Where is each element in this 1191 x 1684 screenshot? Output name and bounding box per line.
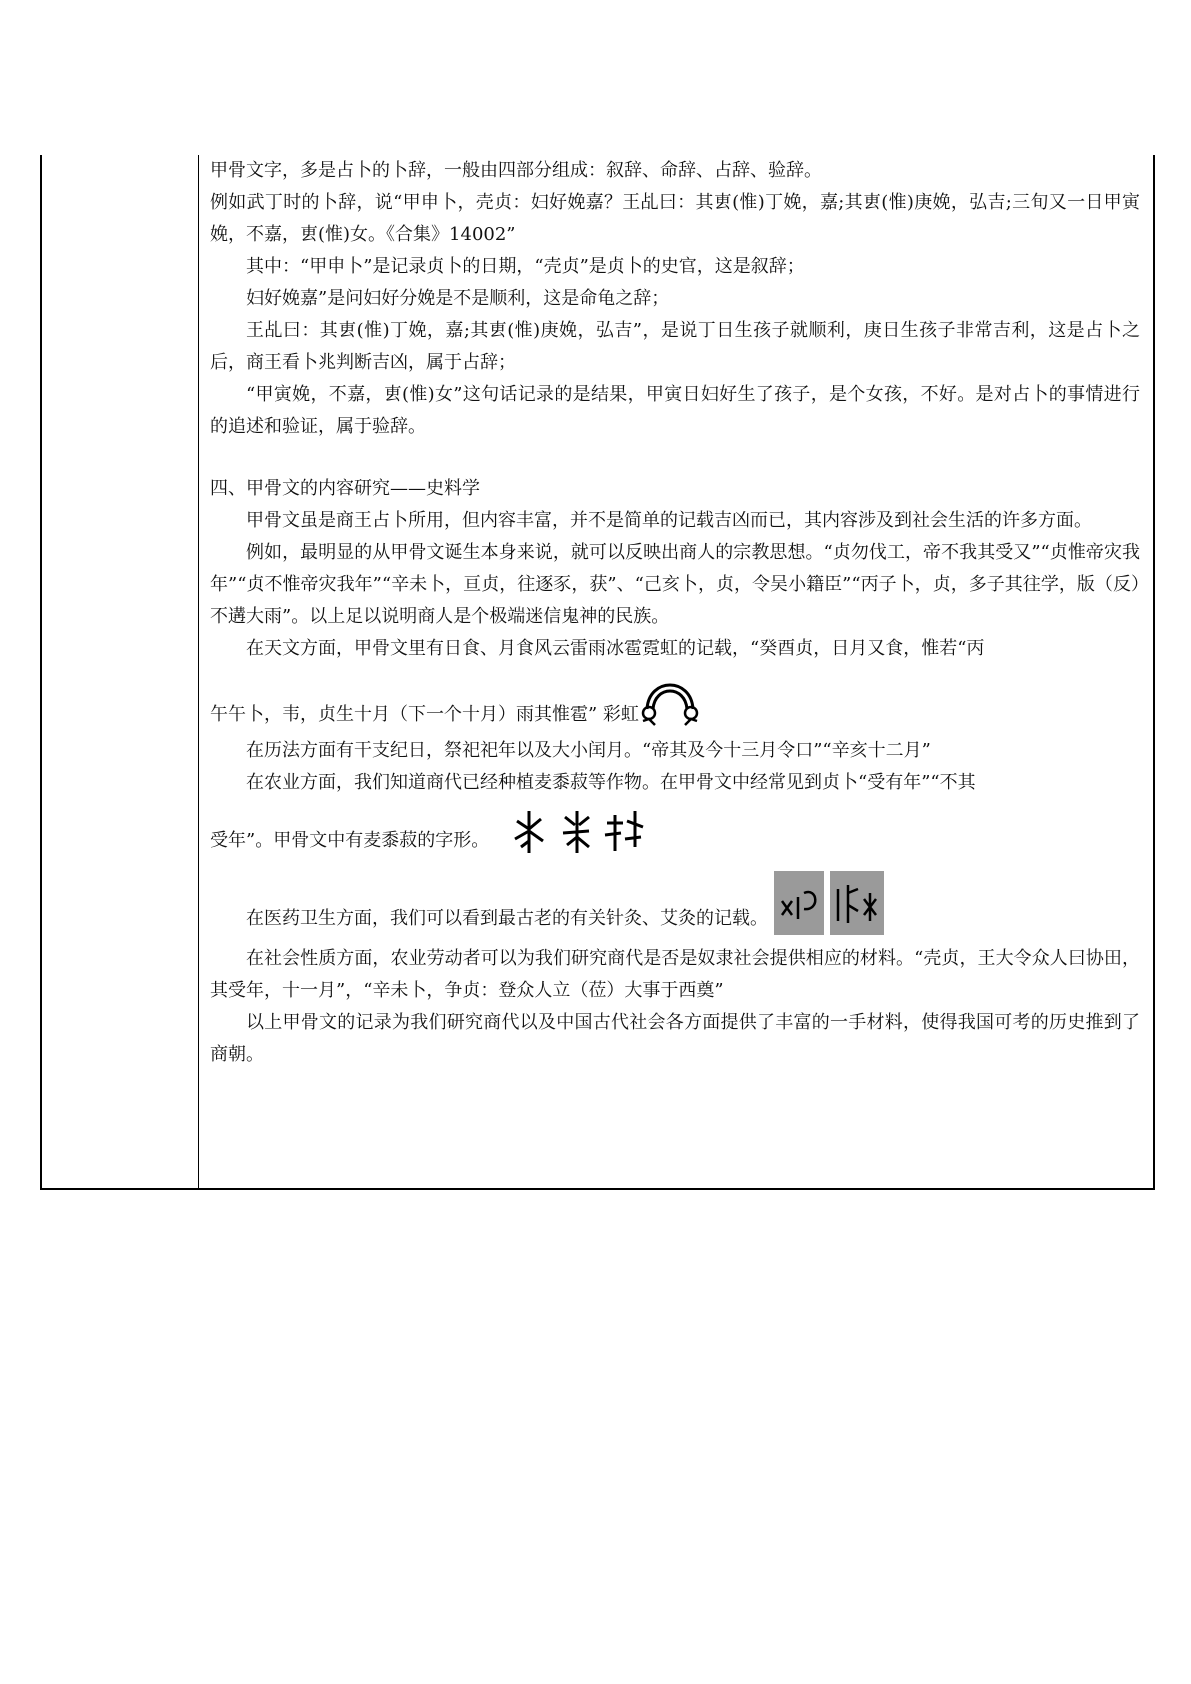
- content-cell: [210, 155, 1140, 1071]
- rainbow-glyph-icon: [639, 669, 701, 731]
- para-agriculture-1: 在农业方面，我们知道商代已经种植麦黍菽等作物。在甲骨文中经常见到贞卜“受有年”“不其: [246, 772, 976, 793]
- para-religion: 例如，最明显的从甲骨文诞生本身来说，就可以反映出商人的宗教思想。“贞勿伐工，帝不我其受又”“贞惟帝灾我年”“贞不惟帝灾我年”“辛未卜，亘贞，往逐豕，获”、“己亥卜，贞，令吴小籍臣”“丙子卜，贞，多子其往学，版（反）不遘大雨”。以上足以说明商人是个极端迷信鬼神的民族。: [210, 542, 1140, 627]
- medicine-line: [210, 861, 1140, 935]
- para-conclusion: 以上甲骨文的记录为我们研究商代以及中国古代社会各方面提供了丰富的一手材料，使得我国可考的历史推到了商朝。: [210, 1012, 1140, 1065]
- para-intro: 甲骨文字，多是占卜的卜辞，一般由四部分组成：叙辞、命辞、占辞、验辞。: [210, 160, 822, 181]
- para-astronomy-1: 在天文方面，甲骨文里有日食、月食风云雷雨冰雹霓虹的记载，“癸酉贞，日月又食，惟若“丙: [246, 638, 985, 659]
- agriculture-line: [210, 799, 1140, 857]
- para-xuci: 其中：“甲申卜”是记录贞卜的日期，“壳贞”是贞卜的史官，这是叙辞；: [246, 256, 805, 277]
- para-astronomy-2: 午午卜，韦，贞生十月（下一个十月）雨其惟雹” 彩虹: [210, 704, 639, 725]
- acupuncture-glyphs-icon: [774, 871, 884, 935]
- para-example: 例如武丁时的卜辞，说“甲申卜，壳贞：妇好娩嘉？王乩曰：其叀(惟)丁娩，嘉;其叀(惟)庚娩，弘吉;三旬又一日甲寅娩，不嘉，叀(惟)女。《合集》14002”: [210, 192, 1140, 245]
- para-medicine: 在医药卫生方面，我们可以看到最古老的有关针灸、艾灸的记载。: [246, 908, 768, 929]
- section-heading: 四、甲骨文的内容研究——史料学: [210, 478, 480, 499]
- para-society: 在社会性质方面，农业劳动者可以为我们研究商代是否是奴隶社会提供相应的材料。“壳贞，王大令众人曰协田，其受年，十一月”，“辛未卜，争贞：登众人立（莅）大事于西奠”: [210, 948, 1140, 1001]
- grain-glyphs-icon: [509, 807, 649, 857]
- astronomy-line: [210, 665, 1140, 731]
- para-zhanci: 王乩曰：其叀(惟)丁娩，嘉;其叀(惟)庚娩，弘吉”，是说丁日生孩子就顺利，庚日生孩子非常吉利，这是占卜之后，商王看卜兆判断吉凶，属于占辞；: [210, 320, 1140, 373]
- column-divider: [198, 155, 199, 1188]
- table-frame: [40, 155, 1155, 1190]
- para-content-rich: 甲骨文虽是商王占卜所用，但内容丰富，并不是简单的记载吉凶而已，其内容涉及到社会生活的许多方面。: [246, 510, 1092, 531]
- para-calendar: 在历法方面有干支纪日，祭祀祀年以及大小闰月。“帝其及今十三月令口”“辛亥十二月”: [246, 740, 931, 761]
- para-yanci: “甲寅娩，不嘉，叀(惟)女”这句话记录的是结果，甲寅日妇好生了孩子，是个女孩，不好。是对占卜的事情进行的追述和验证，属于验辞。: [210, 384, 1140, 437]
- para-agriculture-2: 受年”。甲骨文中有麦黍菽的字形。: [210, 830, 490, 851]
- para-mingci: 妇好娩嘉”是问妇好分娩是不是顺利，这是命龟之辞；: [246, 288, 670, 309]
